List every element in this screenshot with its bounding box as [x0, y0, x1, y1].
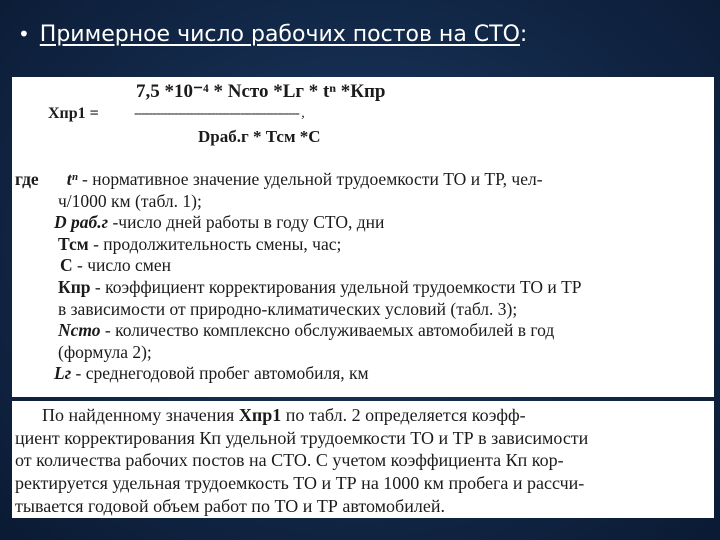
term-d: D раб.г — [54, 212, 109, 233]
term-n: Nсто — [58, 320, 101, 341]
term-t: tⁿ — [66, 169, 78, 189]
formula-denominator: Dраб.г * Тсм *С — [198, 127, 321, 146]
definition-l — [54, 363, 720, 385]
note-line-2: циент корректирования Кп удельной трудоемкости ТО и ТР в зависимости — [15, 427, 589, 448]
definition-t — [12, 169, 714, 191]
desc-kpr: - коэффициент корректирования удельной трудоемкости ТО и ТР — [90, 277, 582, 297]
definition-kpr — [58, 277, 720, 299]
formula-lhs: Хпр1 = — [48, 105, 99, 122]
term-tsm: Тсм — [58, 233, 89, 254]
desc-c: - число смен — [72, 255, 171, 276]
definition-tsm — [58, 234, 720, 256]
term-kpr: Кпр — [58, 277, 91, 297]
slide-title — [18, 22, 527, 47]
definition-kpr-cont: в зависимости от природно-климатических условий (табл. 3); — [58, 298, 518, 319]
note-line-3: от количества рабочих постов на СТО. С учетом коэффициента Кп кор- — [15, 450, 564, 471]
note-panel — [12, 401, 714, 518]
note-line-1 — [42, 404, 720, 427]
definition-d — [54, 212, 720, 234]
definition-c — [60, 255, 720, 277]
definition-n — [58, 320, 720, 342]
desc-tsm: - продолжительность смены, час; — [88, 233, 342, 254]
desc-l: - среднегодовой пробег автомобиля, км — [71, 363, 369, 384]
formula-panel — [12, 77, 714, 397]
slide-title-text: Примерное число рабочих постов на СТО — [39, 22, 520, 47]
desc-n: - количество комплексно обслуживаемых автомобилей в год — [100, 320, 555, 341]
definition-gde: где — [15, 169, 39, 189]
formula-fraction-line: --------------------------------------------- , — [134, 106, 304, 121]
desc-d: -число дней работы в году СТО, дни — [108, 212, 385, 233]
definition-t-cont: ч/1000 км (табл. 1); — [58, 190, 202, 211]
term-l: Lг — [54, 363, 72, 384]
formula — [12, 77, 714, 151]
note-line-1-a: По найденному значения — [42, 405, 239, 425]
definition-n-cont: (формула 2); — [58, 341, 152, 362]
note-line-4: ректируется удельная трудоемкость ТО и ТР на 1000 км пробега и рассчи- — [15, 473, 585, 494]
note-line-1-b: по табл. 2 определяется коэфф- — [281, 405, 526, 425]
bullet: • — [18, 22, 30, 46]
desc-t: - нормативное значение удельной трудоемкости ТО и ТР, чел- — [77, 169, 543, 189]
note-line-5: тывается годовой объем работ по ТО и ТР автомобилей. — [15, 495, 445, 516]
slide-title-colon: : — [519, 22, 528, 47]
formula-numerator: 7,5 *10⁻⁴ * Nсто *Lг * tⁿ *Кпр — [136, 81, 386, 102]
note-term-hpr1: Хпр1 — [238, 405, 282, 425]
term-c: С — [60, 255, 73, 276]
